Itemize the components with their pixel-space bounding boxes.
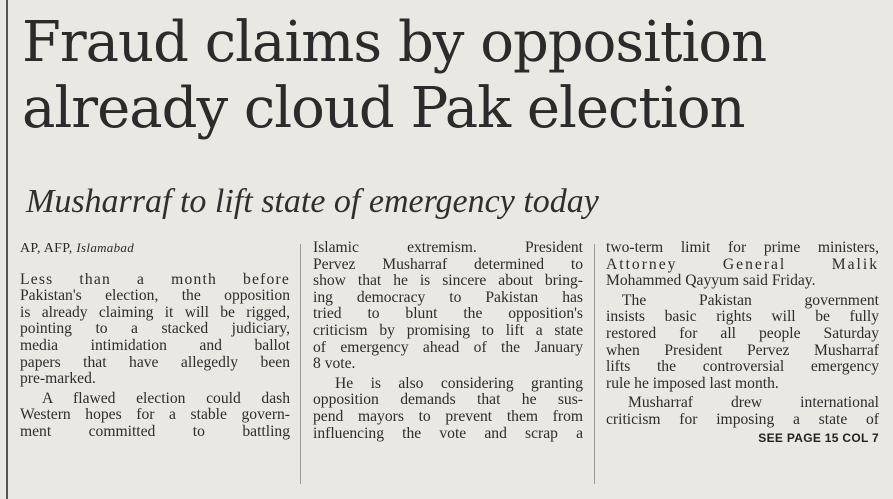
body-line: papers that have allegedly been <box>20 353 290 371</box>
headline <box>22 10 882 142</box>
byline-agencies: AP, AFP, <box>20 241 73 256</box>
column-divider <box>300 244 301 484</box>
article-column-3 <box>606 240 879 446</box>
column-divider <box>594 244 595 484</box>
body-line: restored for all people Saturday <box>606 324 879 342</box>
body-line: Mohammed Qayyum said Friday. <box>606 272 816 290</box>
body-line: Musharraf drew international <box>628 394 879 412</box>
body-line: Pervez Musharraf determined to <box>313 255 583 273</box>
body-line: Western hopes for a stable govern- <box>20 406 290 424</box>
byline <box>20 240 290 258</box>
jump-line: SEE PAGE 15 COL 7 <box>758 430 879 445</box>
body-line: Less than a month before <box>20 270 290 288</box>
body-line: lifts the controversial emergency <box>606 358 879 376</box>
body-line: criticism by promising to lift a state <box>313 321 583 339</box>
headline-line: already cloud Pak election <box>22 76 745 141</box>
left-column-rule <box>6 0 8 499</box>
body-line: ing democracy to Pakistan has <box>313 288 583 306</box>
body-line: is already claiming it will be rigged, <box>20 303 290 321</box>
body-line: tried to blunt the opposition's <box>313 305 583 323</box>
body-line: influencing the vote and scrap a <box>313 424 583 442</box>
body-line: criticism for imposing a state of <box>606 410 879 428</box>
body-line: rule he imposed last month. <box>606 374 779 392</box>
subheadline: Musharraf to lift state of emergency today <box>26 183 599 220</box>
body-line: Islamic extremism. President <box>313 239 583 256</box>
body-line: 8 vote. <box>313 355 356 373</box>
body-line: two-term limit for prime ministers, <box>606 239 879 256</box>
body-line: show that he is sincere about bring- <box>313 272 583 290</box>
body-line: when President Pervez Musharraf <box>606 341 879 359</box>
body-line: ment committed to battling <box>20 422 290 440</box>
body-line: media intimidation and ballot <box>20 336 290 354</box>
article-column-2 <box>313 240 583 442</box>
byline-place: Islamabad <box>76 240 135 255</box>
body-line: opposition demands that he sus- <box>313 391 583 409</box>
body-line: The Pakistan government <box>622 291 879 309</box>
body-line: He is also considering granting <box>335 374 583 392</box>
body-line: of emergency ahead of the January <box>313 338 583 356</box>
headline-line: Fraud claims by opposition <box>22 10 767 75</box>
body-line: Pakistan's election, the opposition <box>20 287 290 305</box>
body-line: pend mayors to prevent them from <box>313 407 583 425</box>
body-line: insists basic rights will be fully <box>606 308 879 326</box>
article-column-1 <box>20 240 290 441</box>
body-line: pointing to a stacked judiciary, <box>20 320 290 338</box>
body-line: Attorney General Malik <box>606 255 879 273</box>
body-line: A flawed election could dash <box>42 389 290 407</box>
body-line: pre-marked. <box>20 370 96 388</box>
